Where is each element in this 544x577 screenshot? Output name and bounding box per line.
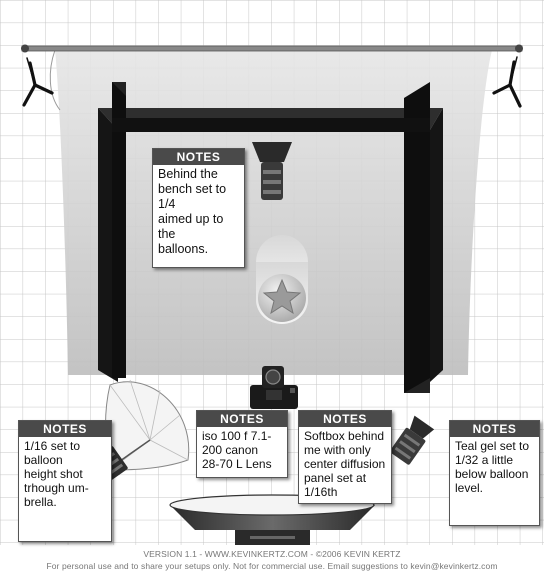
note-header: NOTES	[299, 411, 391, 427]
note-header: NOTES	[450, 421, 539, 437]
footer-usage-line: For personal use and to share your setups only. Not for commercial use. Email suggestions to kevin@kevinkertz.com	[46, 561, 498, 571]
note-card-background-light	[152, 148, 245, 268]
note-card-camera	[196, 410, 288, 478]
note-header: NOTES	[153, 149, 244, 165]
note-text: Softbox behind me with only center diffusion panel set at 1/16th	[304, 429, 386, 499]
footer-version-line: VERSION 1.1 - WWW.KEVINKERTZ.COM - ©2006 KEVIN KERTZ	[143, 549, 401, 559]
note-card-teal-gel	[449, 420, 540, 526]
note-card-umbrella	[18, 420, 112, 542]
note-text: 1/16 set to balloon height shot trhough um- brella.	[24, 439, 89, 509]
note-text: iso 100 f 7.1- 200 canon 28-70 L Lens	[202, 429, 272, 471]
note-text: Behind the bench set to 1/4 aimed up to the balloons.	[158, 167, 227, 256]
note-card-softbox	[298, 410, 392, 504]
star-balloon-subject	[258, 274, 306, 322]
backdrop-pole	[21, 45, 523, 53]
note-header: NOTES	[19, 421, 111, 437]
note-header: NOTES	[197, 411, 287, 427]
note-text: Teal gel set to 1/32 a little below balloon level.	[455, 439, 530, 495]
